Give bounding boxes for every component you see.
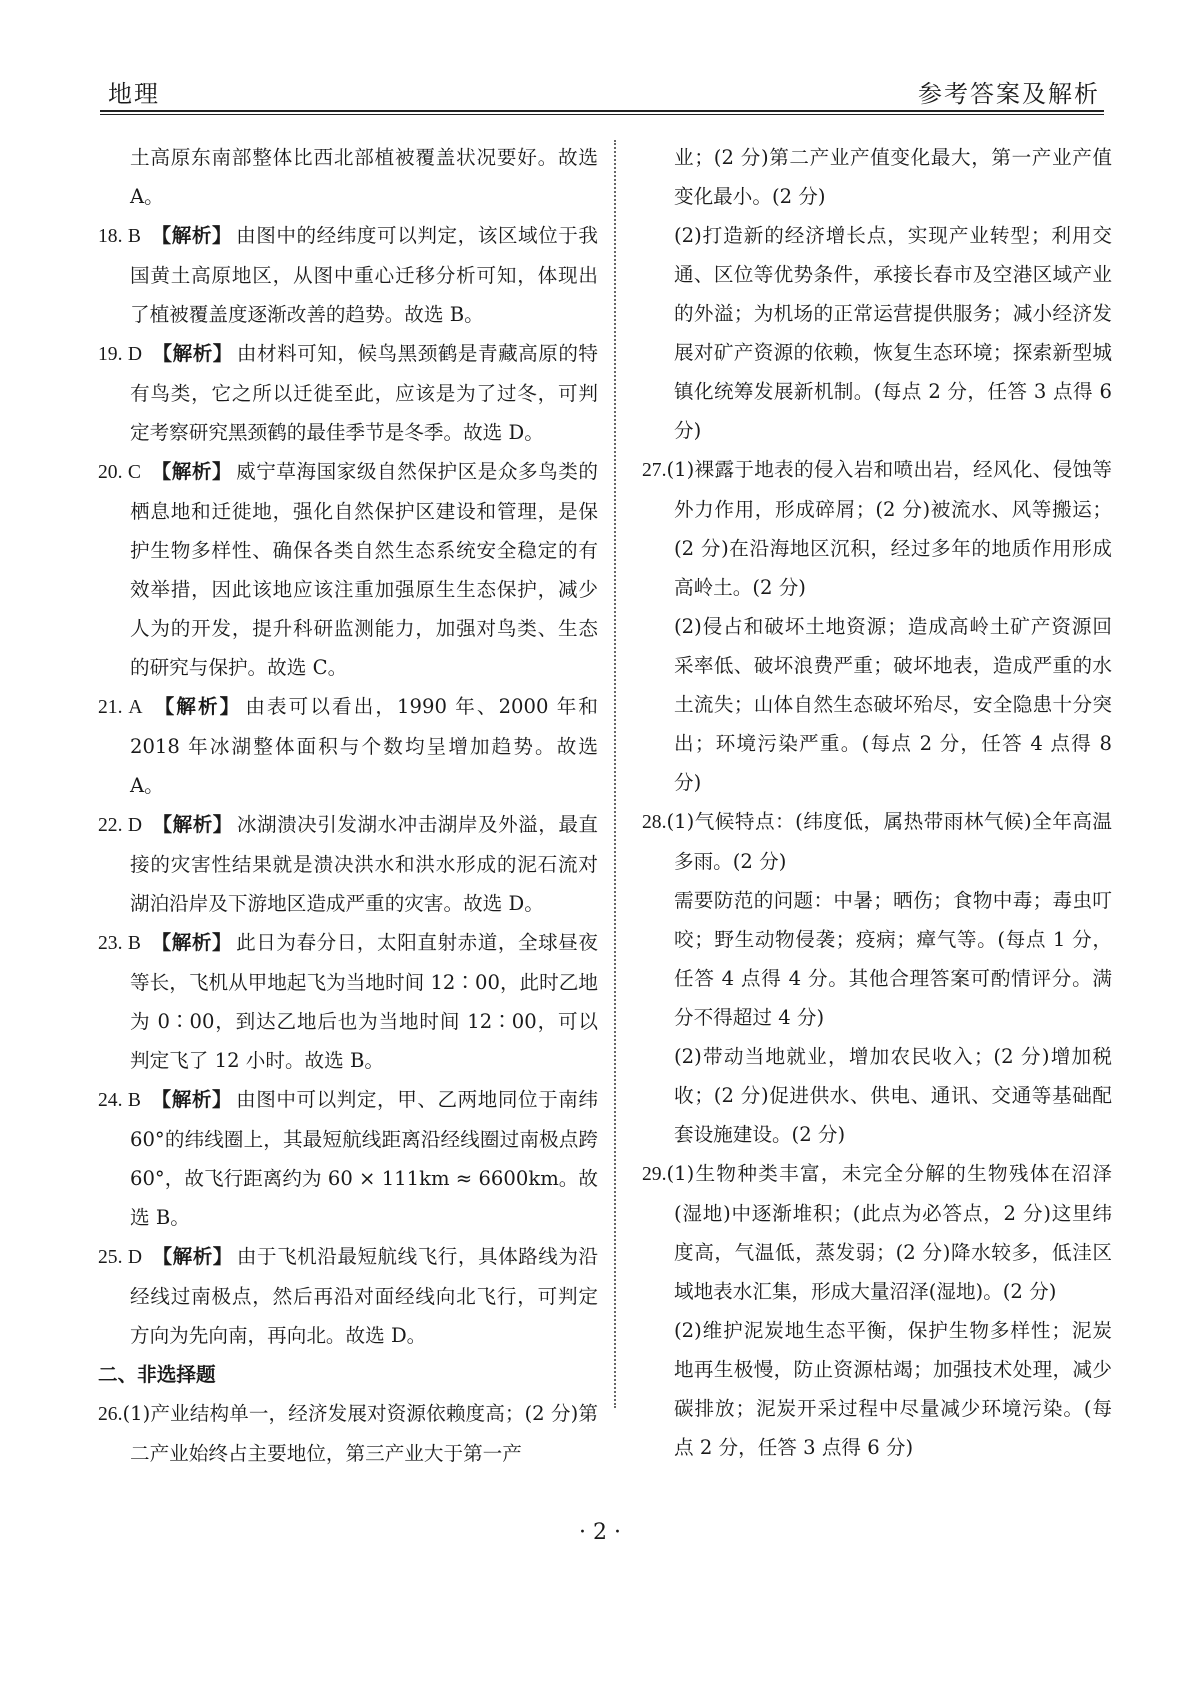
right-column [642, 138, 1112, 1467]
answer-24: 24. B 【解析】 由图中可以判定，甲、乙两地同位于南纬 60°的纬线圈上，其最短航线距离沿经线圈过南极点跨 60°，故飞行距离约为 60 × 111km ≈ 6600km。故选 B。 [98, 1088, 599, 1229]
section-title: 二、非选择题 [98, 1363, 216, 1386]
answer-25: 25. D 【解析】 由于飞机沿最短航线飞行，具体路线为沿经线过南极点，然后再沿对面经线向北飞行，可判定方向为先向南，再向北。故选 D。 [98, 1245, 599, 1347]
answer-28-part1: 28.(1)气候特点：(纬度低，属热带雨林气候)全年高温多雨。(2 分) [642, 810, 1112, 873]
answer-27-part2: (2)侵占和破坏土地资源；造成高岭土矿产资源回采率低、破坏浪费严重；破坏地表，造成严重的水土流失；山体自然生态破坏殆尽，安全隐患十分突出；环境污染严重。(每点 2 分，任答 4 点得 8 分) [674, 615, 1112, 794]
q17-continuation: 土高原东南部整体比西北部植被覆盖状况要好。故选 A。 [130, 146, 598, 208]
answer-27-part1: 27.(1)裸露于地表的侵入岩和喷出岩，经风化、侵蚀等外力作用，形成碎屑；(2 分)被流水、风等搬运；(2 分)在沿海地区沉积，经过多年的地质作用形成高岭土。(2 分) [642, 458, 1112, 599]
answer-26-part2: (2)打造新的经济增长点，实现产业转型；利用交通、区位等优势条件，承接长春市及空港区域产业的外溢；为机场的正常运营提供服务；减小经济发展对矿产资源的依赖，恢复生态环境；探索新型城镇化统筹发展新机制。(每点 2 分，任答 3 点得 6 分) [674, 224, 1112, 442]
answer-29-part1: 29.(1)生物种类丰富，未完全分解的生物残体在沼泽(湿地)中逐渐堆积；(此点为必答点，2 分)这里纬度高，气温低，蒸发弱；(2 分)降水较多，低洼区域地表水汇集，形成大量沼泽(湿地)。(2 分) [642, 1162, 1112, 1303]
header-rule-thin [100, 114, 1104, 115]
answer-22: 22. D 【解析】 冰湖溃决引发湖水冲击湖岸及外溢，最直接的灾害性结果就是溃决洪水和洪水形成的泥石流对湖泊沿岸及下游地区造成严重的灾害。故选 D。 [98, 813, 599, 915]
header-rule [100, 110, 1104, 112]
answer-29-part2: (2)维护泥炭地生态平衡，保护生物多样性；泥炭地再生极慢，防止资源枯竭；加强技术处理，减少碳排放；泥炭开采过程中尽量减少环境污染。(每点 2 分，任答 3 点得 6 分) [674, 1319, 1112, 1459]
answer-26-part1: 26.(1)产业结构单一，经济发展对资源依赖度高；(2 分)第二产业始终占主要地位，第三产业大于第一产 [98, 1402, 598, 1465]
answer-26-continuation: 业；(2 分)第二产业产值变化最大，第一产业产值变化最小。(2 分) [674, 146, 1112, 208]
header-subject: 地理 [108, 80, 160, 108]
page-number: · 2 · [579, 1520, 621, 1545]
left-column [98, 138, 598, 1473]
answer-18: 18. B 【解析】 由图中的经纬度可以判定，该区域位于我国黄土高原地区，从图中重心迁移分析可知，体现出了植被覆盖度逐渐改善的趋势。故选 B。 [98, 224, 599, 326]
answer-19: 19. D 【解析】 由材料可知，候鸟黑颈鹤是青藏高原的特有鸟类，它之所以迁徙至此，应该是为了过冬，可判定考察研究黑颈鹤的最佳季节是冬季。故选 D。 [98, 342, 599, 444]
answer-21: 21. A 【解析】 由表可以看出，1990 年、2000 年和 2018 年冰湖整体面积与个数均呈增加趋势。故选 A。 [98, 695, 599, 797]
column-divider [614, 140, 616, 1408]
answer-28-precautions: 需要防范的问题：中暑；晒伤；食物中毒；毒虫叮咬；野生动物侵袭；疫病；瘴气等。(每点 1 分，任答 4 点得 4 分。其他合理答案可酌情评分。满分不得超过 4 分) [674, 889, 1112, 1029]
answer-23: 23. B 【解析】 此日为春分日，太阳直射赤道，全球昼夜等长，飞机从甲地起飞为当地时间 12∶00，此时乙地为 0∶00，到达乙地后也为当地时间 12∶00，可以判定飞了 12 小时。故选 B。 [98, 931, 599, 1072]
answer-20: 20. C 【解析】 威宁草海国家级自然保护区是众多鸟类的栖息地和迁徙地，强化自然保护区建设和管理，是保护生物多样性、确保各类自然生态系统安全稳定的有效举措，因此该地应该注重加强原生生态保护，减少人为的开发，提升科研监测能力，加强对鸟类、生态的研究与保护。故选 C。 [98, 460, 599, 679]
answer-28-part2: (2)带动当地就业，增加农民收入；(2 分)增加税收；(2 分)促进供水、供电、通讯、交通等基础配套设施建设。(2 分) [674, 1045, 1112, 1146]
header-title: 参考答案及解析 [918, 80, 1100, 108]
